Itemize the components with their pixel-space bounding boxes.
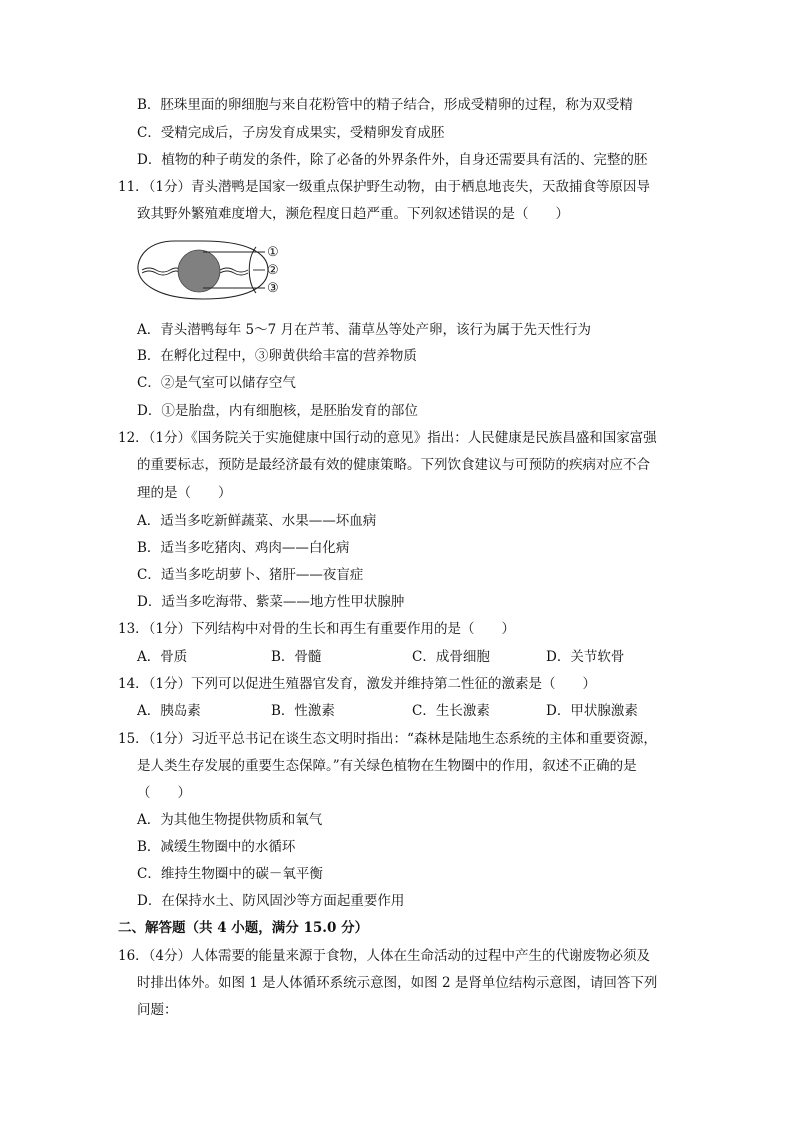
q13-option-c: C．成骨细胞 — [412, 649, 490, 665]
q12-stem-line1: 12．（1分）《国务院关于实施健康中国行动的意见》指出：人民健康是民族昌盛和国家富强 — [118, 430, 657, 446]
q13-option-b: B．骨髓 — [271, 649, 322, 665]
q15-option-a: A．为其他生物提供物质和氧气 — [137, 812, 323, 828]
q11-option-a: A．青头潜鸭每年 5～7 月在芦苇、蒲草丛等处产卵，该行为属于先天性行为 — [137, 322, 592, 338]
q12-option-b: B．适当多吃猪肉、鸡肉——白化病 — [137, 540, 350, 556]
q12-option-a: A．适当多吃新鲜蔬菜、水果——坏血病 — [137, 513, 377, 529]
q15-stem-line2: 是人类生存发展的重要生态保障。”有关绿色植物在生物圈中的作用，叙述不正确的是 — [137, 758, 637, 774]
section-heading: 二、解答题（共 4 小题，满分 15.0 分） — [118, 920, 369, 936]
q14-option-b: B．性激素 — [271, 703, 335, 719]
q10-option-c: C．受精完成后，子房发育成果实，受精卵发育成胚 — [137, 125, 445, 141]
q14-option-d: D．甲状腺激素 — [546, 703, 638, 719]
q11-stem-line1: 11．（1分）青头潜鸭是国家一级重点保护野生动物，由于栖息地丧失，天敌捕食等原因导 — [118, 179, 651, 195]
q15-option-b: B．减缓生物圈中的水循环 — [137, 839, 296, 855]
q15-stem-line3: （ ） — [137, 785, 191, 801]
q11-option-c: C．②是气室可以储存空气 — [137, 375, 296, 391]
q14-option-c: C．生长激素 — [412, 703, 490, 719]
q15-option-c: C．维持生物圈中的碳－氧平衡 — [137, 866, 323, 882]
q12-stem-line3: 理的是（ ） — [137, 485, 232, 501]
q11-option-d: D．①是胎盘，内有细胞核，是胚胎发育的部位 — [137, 403, 418, 419]
q13-stem: 13．（1分）下列结构中对骨的生长和再生有重要作用的是（ ） — [118, 621, 516, 637]
q15-stem-line1: 15．（1分）习近平总书记在谈生态文明时指出：“森林是陆地生态系统的主体和重要资源， — [118, 731, 657, 747]
figure-label-1: ① — [267, 245, 279, 260]
q12-option-c: C．适当多吃胡萝卜、猪肝——夜盲症 — [137, 567, 364, 583]
q14-stem: 14．（1分）下列可以促进生殖器官发育，激发并维持第二性征的激素是（ ） — [118, 676, 597, 692]
q10-option-d: D．植物的种子萌发的条件，除了必备的外界条件外，自身还需要具有活的、完整的胚 — [137, 152, 648, 168]
q13-option-a: A．骨质 — [137, 649, 188, 665]
q12-stem-line2: 的重要标志，预防是最经济最有效的健康策略。下列饮食建议与可预防的疾病对应不合 — [137, 457, 650, 473]
q10-option-b: B．胚珠里面的卵细胞与来自花粉管中的精子结合，形成受精卵的过程，称为双受精 — [137, 97, 633, 113]
q13-option-d: D．关节软骨 — [546, 649, 625, 665]
figure-label-3: ③ — [267, 281, 279, 296]
figure-label-2: ② — [267, 263, 279, 278]
q11-stem-line2: 致其野外繁殖难度增大，濒危程度日趋严重。下列叙述错误的是（ ） — [137, 206, 569, 222]
q11-option-b: B．在孵化过程中，③卵黄供给丰富的营养物质 — [137, 348, 417, 364]
q15-option-d: D．在保持水土、防风固沙等方面起重要作用 — [137, 893, 405, 909]
q16-stem-line2: 时排出体外。如图 1 是人体循环系统示意图，如图 2 是肾单位结构示意图，请回答下列 — [137, 975, 658, 991]
q12-option-d: D．适当多吃海带、紫菜——地方性甲状腺肿 — [137, 594, 405, 610]
q16-stem-line1: 16．（4分）人体需要的能量来源于食物，人体在生命活动的过程中产生的代谢废物必须及 — [118, 948, 651, 964]
q14-option-a: A．胰岛素 — [137, 703, 201, 719]
q16-stem-line3: 问题： — [137, 1002, 178, 1018]
